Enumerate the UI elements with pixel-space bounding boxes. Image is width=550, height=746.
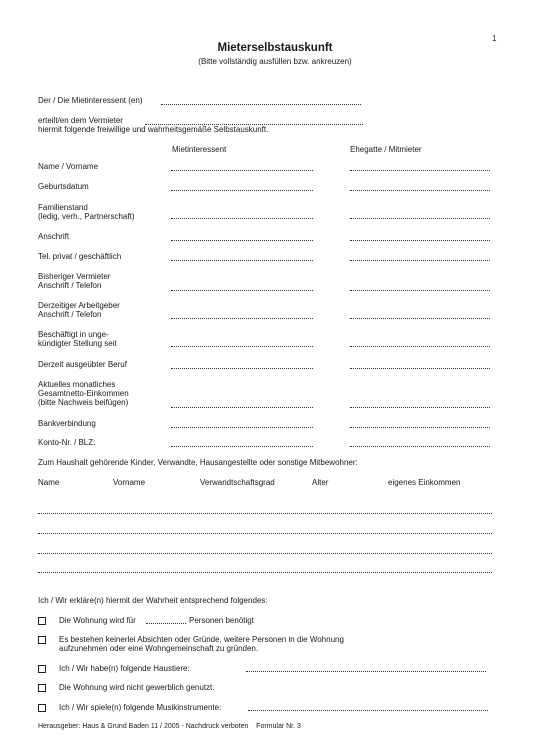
- household-heading: Zum Haushalt gehörende Kinder, Verwandte, Hausangestellte oder sonstige Mitbewohner:: [38, 458, 358, 467]
- field-label-beruf: Derzeit ausgeübter Beruf: [38, 360, 127, 369]
- field-input-konto-2[interactable]: [350, 446, 490, 447]
- field-input-einkommen-1[interactable]: [171, 407, 313, 408]
- household-col-alter: Alter: [312, 478, 329, 487]
- field-label-einkommen: Aktuelles monatliches Gesamtnetto-Einkommen (bitte Nachweis beifügen): [38, 380, 129, 408]
- field-input-konto-1[interactable]: [171, 446, 313, 447]
- declaration-heading: Ich / Wir erkläre(n) hiermit der Wahrheit entsprechend folgendes:: [38, 596, 268, 605]
- column-header-mietinteressent: Mietinteressent: [172, 145, 227, 154]
- household-row-line-2[interactable]: [38, 533, 492, 534]
- field-input-bisheriger-vermieter-2[interactable]: [350, 290, 490, 291]
- field-input-familienstand-1[interactable]: [171, 218, 313, 219]
- field-input-telefon-1[interactable]: [171, 260, 313, 261]
- field-input-anschrift-2[interactable]: [350, 240, 490, 241]
- field-input-anschrift-1[interactable]: [171, 240, 313, 241]
- mietinteressent-label: Der / Die Mietinteressent (en): [38, 96, 143, 105]
- declaration-item5: Ich / Wir spiele(n) folgende Musikinstrumente:: [59, 703, 222, 712]
- footer-publisher: Herausgeber: Haus & Grund Baden 11 / 2005 - Nachdruck verboten Formular Nr. 3: [38, 723, 301, 730]
- household-col-verwandtschaftsgrad: Verwandtschaftsgrad: [200, 478, 275, 487]
- declaration-item4: Die Wohnung wird nicht gewerblich genutzt.: [59, 683, 215, 692]
- household-col-einkommen: eigenes Einkommen: [388, 478, 461, 487]
- field-input-einkommen-2[interactable]: [350, 407, 490, 408]
- personen-count-input[interactable]: [146, 623, 186, 624]
- household-row-line-1[interactable]: [38, 513, 492, 514]
- field-label-beschaeftigt: Beschäftigt in unge- kündigter Stellung seit: [38, 330, 117, 349]
- checkbox-personen[interactable]: [38, 617, 46, 625]
- page-subtitle: (Bitte vollständig ausfüllen bzw. ankreuzen): [198, 57, 352, 66]
- field-label-konto: Konto-Nr. / BLZ:: [38, 438, 96, 447]
- field-input-arbeitgeber-1[interactable]: [171, 318, 313, 319]
- field-input-name-1[interactable]: [171, 170, 313, 171]
- field-input-telefon-2[interactable]: [350, 260, 490, 261]
- declaration-item1-post: Personen benötigt: [189, 616, 254, 625]
- checkbox-musikinstrumente[interactable]: [38, 704, 46, 712]
- field-input-beruf-2[interactable]: [350, 368, 490, 369]
- field-input-beschaeftigt-1[interactable]: [171, 346, 313, 347]
- field-input-beschaeftigt-2[interactable]: [350, 346, 490, 347]
- haustiere-input-line[interactable]: [246, 671, 486, 672]
- column-header-ehegatte: Ehegatte / Mitmieter: [350, 145, 422, 154]
- field-label-name: Name / Vorname: [38, 162, 99, 171]
- field-input-geburtsdatum-2[interactable]: [350, 190, 490, 191]
- page-number: 1: [492, 34, 497, 43]
- field-input-name-2[interactable]: [350, 170, 490, 171]
- declaration-item2: Es bestehen keinerlei Absichten oder Gründe, weitere Personen in die Wohnung aufzunehmen oder eine Wohngemeinschaft zu gründen.: [59, 635, 344, 654]
- field-input-geburtsdatum-1[interactable]: [171, 190, 313, 191]
- intro-statement: hiermit folgende freiwillige und wahrheitsgemäße Selbstauskunft.: [38, 125, 269, 134]
- page-title: Mieterselbstauskunft: [217, 42, 333, 54]
- household-row-line-4[interactable]: [38, 572, 492, 573]
- field-label-familienstand: Familienstand (ledig, verh., Partnerschaft): [38, 203, 135, 222]
- vermieter-label: erteilt/en dem Vermieter: [38, 116, 123, 125]
- field-input-bankverbindung-2[interactable]: [350, 427, 490, 428]
- declaration-item1-pre: Die Wohnung wird für: [59, 616, 136, 625]
- field-label-arbeitgeber: Derzeitiger Arbeitgeber Anschrift / Telefon: [38, 301, 120, 320]
- field-input-arbeitgeber-2[interactable]: [350, 318, 490, 319]
- field-input-bisheriger-vermieter-1[interactable]: [171, 290, 313, 291]
- checkbox-haustiere[interactable]: [38, 665, 46, 673]
- checkbox-keine-weiteren-personen[interactable]: [38, 636, 46, 644]
- field-input-familienstand-2[interactable]: [350, 218, 490, 219]
- mietinteressent-input-line[interactable]: [161, 104, 361, 105]
- household-row-line-3[interactable]: [38, 553, 492, 554]
- field-label-anschrift: Anschrift: [38, 232, 70, 241]
- field-label-bankverbindung: Bankverbindung: [38, 419, 96, 428]
- field-input-bankverbindung-1[interactable]: [171, 427, 313, 428]
- declaration-item3: Ich / Wir habe(n) folgende Haustiere:: [59, 664, 190, 673]
- field-input-beruf-1[interactable]: [171, 368, 313, 369]
- household-col-vorname: Vorname: [113, 478, 146, 487]
- household-col-name: Name: [38, 478, 60, 487]
- field-label-geburtsdatum: Geburtsdatum: [38, 182, 89, 191]
- field-label-telefon: Tel. privat / geschäftlich: [38, 252, 122, 261]
- musikinstrumente-input-line[interactable]: [248, 710, 488, 711]
- field-label-bisheriger-vermieter: Bisheriger Vermieter Anschrift / Telefon: [38, 272, 111, 291]
- checkbox-nicht-gewerblich[interactable]: [38, 684, 46, 692]
